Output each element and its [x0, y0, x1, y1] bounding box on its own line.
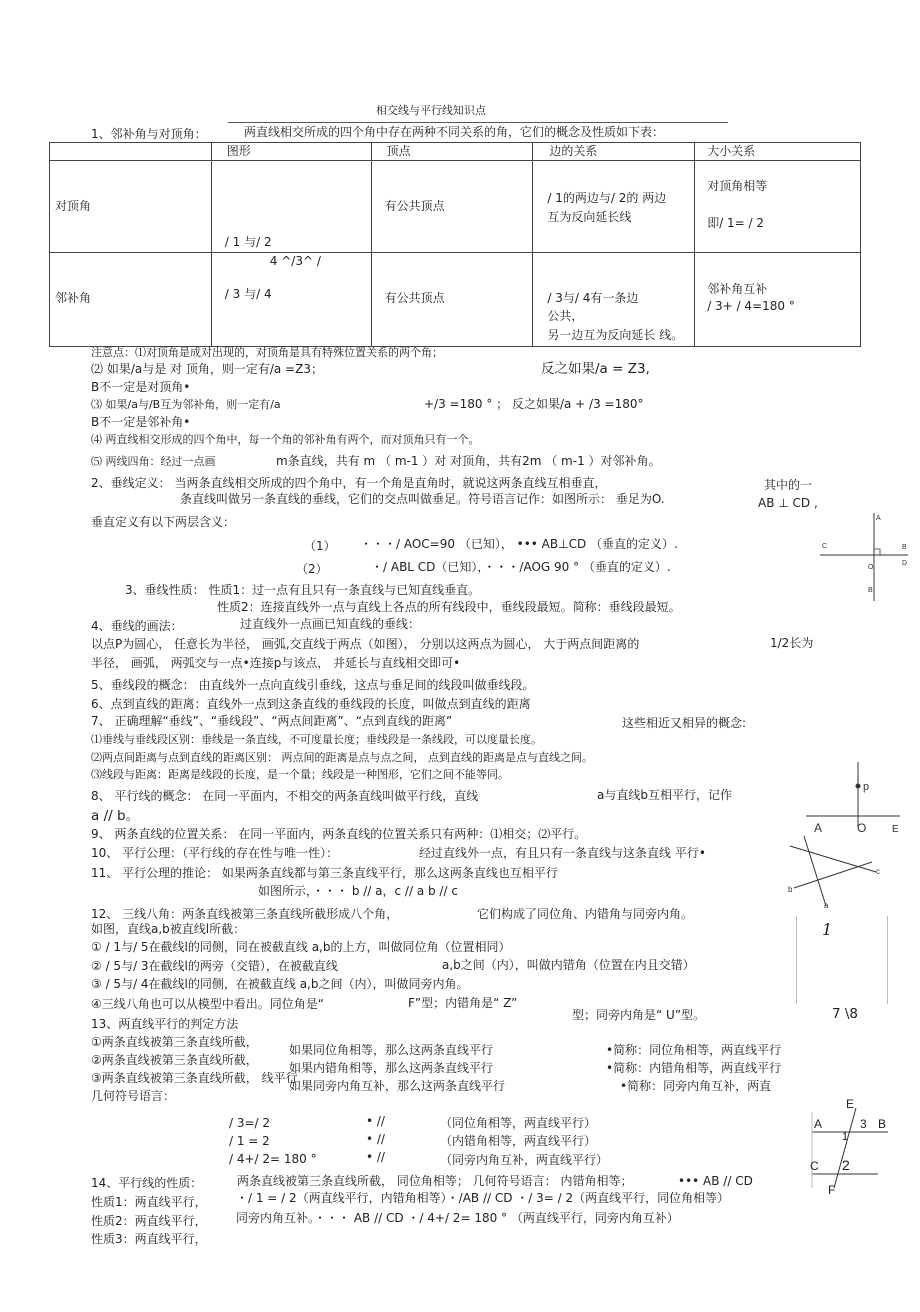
s4-line-a: 4、垂线的画法：	[91, 619, 183, 633]
perp-label-b: B	[902, 544, 907, 551]
s6: 6、点到直线的距离：直线外一点到这条直线的垂线段的长度，叫做点到直线的距离	[91, 697, 531, 711]
s7-line-a2: 这些相近又相异的概念:	[622, 716, 747, 730]
s8-line-a: 8、 平行线的概念： 在同一平面内，不相交的两条直线叫做平行线，直线	[91, 789, 479, 803]
s12-line-f3: 型；同旁内角是“ U”型。	[572, 1008, 706, 1022]
s13-line-d2: 如果同旁内角互补，那么这两条直线平行	[289, 1079, 506, 1093]
s11-line-b: 如图所示，・・・ b // a，c // a b // c	[258, 884, 458, 898]
transversal-label-2: 2	[842, 1157, 850, 1173]
parallel-label-a: a	[824, 901, 829, 910]
s13-line-c2: 如果内错角相等，那么这两条直线平行	[289, 1061, 494, 1075]
s8-line-a2: a与直线b互相平行，记作	[597, 788, 732, 802]
table-row-vertical-angle-figure: / 1 与/ 2	[211, 161, 371, 253]
parallel-label-b: b	[788, 885, 793, 894]
s13-line-b2: 如果同位角相等，那么这两条直线平行	[289, 1043, 494, 1057]
transversal-label-e: E	[846, 1097, 855, 1111]
perpendicular-figure	[812, 505, 912, 605]
s14-line-d: 性质3：两直线平行，	[91, 1232, 207, 1246]
s13-line-d: ③两条直线被第三条直线所截， 线平行	[91, 1071, 298, 1085]
pline-label-e: E	[892, 824, 899, 835]
s14-line-c: 性质2：两直线平行，	[91, 1214, 207, 1228]
s13-r1-a: / 3=/ 2	[229, 1116, 271, 1130]
pline-label-a: A	[814, 821, 823, 835]
transversal-figure	[808, 1094, 898, 1196]
s4-line-b: 以点P为圆心， 任意长为半径， 画弧,交直线于两点（如图）， 分别以这两点为圆心， 大于两点间距离的	[91, 637, 640, 651]
s2-side-2: AB ⊥ CD ,	[758, 496, 818, 510]
s13-r3-a: / 4+/ 2= 180 °	[229, 1152, 317, 1166]
s2-l2-num: （2）	[296, 562, 328, 576]
note-3a: ⑶ 如果/a与/B互为邻补角，则一定有/a	[91, 398, 281, 411]
s13-line-c: ②两条直线被第三条直线所截，	[91, 1053, 258, 1067]
s3-line-b: 性质2：连接直线外一点与直线上各点的所有线段中，垂线段最短。简称：垂线段最短。	[217, 600, 681, 614]
table-header-vertex: 顶点	[371, 143, 533, 161]
s9: 9、 两条直线的位置关系： 在同一平面内，两条直线的位置关系只有两种：⑴相交；⑵平行。	[91, 827, 587, 841]
parallel-label-c: c	[876, 867, 880, 876]
table-row-adjacent-angle-name: 邻补角	[50, 253, 212, 347]
eight-angles-label: 7 \8	[832, 1006, 859, 1022]
s2-l1: ・・・/ AOC=90 （已知）， ••• AB⊥CD （垂直的定义）.	[360, 537, 678, 551]
note-3b: +/3 =180 ° ； 反之如果/a + /3 =180°	[424, 397, 644, 411]
s12-line-f: ④三线八角也可以从模型中看出。同位角是“	[91, 997, 324, 1011]
s13-r3-b: • //	[366, 1150, 385, 1164]
transversal-label-f: F	[828, 1183, 836, 1196]
perp-label-c: C	[822, 543, 828, 550]
note-2b: 反之如果/a = Z3,	[541, 361, 650, 377]
s12-line-d2: a,b之间（内），叫做内错角（位置在内且交错）	[442, 958, 695, 972]
table-row-adjacent-angle-edge: / 3与/ 4有一条边 公共， 另一边互为反向延长 线。	[533, 253, 695, 347]
note-5b: m条直线，共有 m （ m-1 ）对 对顶角，共有2m （ m-1 ）对邻补角。	[276, 454, 661, 468]
s12-line-a: 12、 三线八角：两条直线被第三条直线所截形成八个角，	[91, 907, 399, 921]
s13-r3-c: （同旁内角互补，两直线平行）	[440, 1153, 609, 1167]
s4-line-b2: 1/2长为	[770, 636, 814, 650]
s14-line-a: 14、平行线的性质：	[91, 1176, 203, 1190]
s2-line-a: 2、垂线定义： 当两条直线相交所成的四个角中，有一个角是直角时，就说这两条直线互相垂直，	[91, 476, 607, 490]
italic-number-one: 1	[822, 920, 833, 939]
transversal-label-a: A	[814, 1117, 823, 1131]
note-4: ⑷ 两直线相交形成的四个角中，每一个角的邻补角有两个，而对顶角只有一个。	[91, 433, 480, 446]
s7-line-b: ⑴垂线与垂线段区别：垂线是一条直线，不可度量长度；垂线段是一条线段，可以度量长度。	[91, 733, 542, 746]
s12-line-f2: F”型；内错角是“ Z”	[408, 996, 518, 1010]
s2-l1-num: （1）	[304, 539, 336, 553]
s12-line-c: ① / 1与/ 5在截线l的同侧，同在被截直线 a,b的上方，叫做同位角（位置相同）	[91, 940, 511, 954]
s13-line-e: 几何符号语言：	[91, 1089, 176, 1103]
table-header-edge: 边的关系	[533, 143, 695, 161]
perp-label-o: O	[868, 564, 874, 571]
transversal-label-b: B	[878, 1117, 887, 1131]
s12-line-e: ③ / 5与/ 4在截线l的同侧，在被截直线 a,b之间（内），叫做同旁内角。	[91, 977, 469, 991]
s8-line-b: a // b。	[91, 808, 140, 824]
s7-line-c: ⑵两点间距离与点到直线的距离区别： 两点间的距离是点与点之间， 点到直线的距离是点与直线之间。	[91, 751, 593, 764]
angle-table	[49, 142, 861, 347]
s13-r2-a: / 1 = 2	[229, 1134, 270, 1148]
note-2c: B不一定是对顶角•	[91, 380, 191, 394]
s14-line-b: 性质1：两直线平行，	[91, 1195, 207, 1209]
table-header-figure: 图形	[211, 143, 371, 161]
s11-line-a: 11、 平行公理的推论： 如果两条直线都与第三条直线平行，那么这两条直线也互相平行	[91, 866, 558, 880]
transversal-label-c: C	[810, 1159, 819, 1173]
s2-line-c: 垂直定义有以下两层含义：	[91, 515, 236, 529]
table-row-adjacent-angle-size: 邻补角互补 / 3+ / 4=180 °	[695, 253, 861, 347]
s3-line-a: 3、垂线性质： 性质1：过一点有且只有一条直线与已知直线垂直。	[125, 583, 481, 597]
s14-line-a2: 两条直线被第三条直线所截， 同位角相等； 几何符号语言： 内错角相等；	[237, 1174, 633, 1188]
perp-label-a: A	[876, 515, 881, 522]
table-row-vertical-angle-vertex: 有公共顶点	[371, 161, 533, 253]
transversal-label-1: 1	[842, 1131, 849, 1143]
s13-r1-c: （同位角相等，两直线平行）	[440, 1116, 597, 1130]
s14-line-c2: 同旁内角互补。・・・ AB // CD ・/ 4+/ 2= 180 ° （两直线平行，同旁内角互补）	[236, 1211, 679, 1225]
table-header-size: 大小关系	[695, 143, 861, 161]
s1-label: 1、邻补角与对顶角：	[91, 127, 207, 141]
table-row-vertical-angle-size: 对顶角相等 即/ 1= / 2	[695, 161, 861, 253]
table-row-vertical-angle-edge: / 1的两边与/ 2的 两边 互为反向延长线	[533, 161, 695, 253]
s12-line-d: ② / 5与/ 3在截线l的两旁（交错），在被截直线	[91, 959, 338, 973]
s2-side-1: 其中的一	[764, 478, 813, 492]
note-3c: B不一定是邻补角•	[91, 415, 191, 429]
s2-line-b: 条直线叫做另一条直线的垂线，它们的交点叫做垂足。符号语言记作：如图所示： 垂足为O.	[180, 492, 665, 506]
table-row-vertical-angle-name: 对顶角	[50, 161, 212, 253]
table-row-adjacent-angle-vertex: 有公共顶点	[371, 253, 533, 347]
s13-line-b3: •简称：同位角相等，两直线平行	[606, 1043, 782, 1057]
s13-line-d3: •简称：同旁内角互补，两直	[620, 1079, 772, 1093]
s13-line-c3: •简称：内错角相等，两直线平行	[606, 1061, 782, 1075]
s10-line-a2: 经过直线外一点，有且只有一条直线与这条直线 平行•	[419, 846, 706, 860]
s13-r1-b: • //	[366, 1114, 385, 1128]
note-0: 注意点：⑴对顶角是成对出现的，对顶角是具有特殊位置关系的两个角；	[91, 346, 443, 359]
s10-line-a: 10、 平行公理：（平行线的存在性与唯一性）：	[91, 846, 339, 860]
s12-line-a2: 它们构成了同位角、内错角与同旁内角。	[477, 907, 694, 921]
s5: 5、垂线段的概念： 由直线外一点向直线引垂线，这点与垂足间的线段叫做垂线段。	[91, 678, 535, 692]
s13-line-a: 13、两直线平行的判定方法	[91, 1017, 239, 1031]
s13-r2-c: （内错角相等，两直线平行）	[440, 1134, 597, 1148]
s13-line-b: ①两条直线被第三条直线所截，	[91, 1035, 258, 1049]
perp-label-d: D	[902, 560, 908, 567]
s14-line-a3: ••• AB // CD	[678, 1174, 753, 1188]
page-title: 相交线与平行线知识点	[376, 104, 486, 117]
note-2a: ⑵ 如果/a与是 对 顶角，则一定有/a =Z3；	[91, 362, 323, 376]
table-header-blank	[50, 143, 212, 161]
parallel-figure	[784, 828, 884, 910]
s4-line-a2: 过直线外一点画已知直线的垂线：	[240, 617, 421, 631]
pline-label-p: p	[863, 781, 870, 793]
title-underline	[228, 122, 728, 123]
s2-l2: ・/ ABL CD（已知），・・・/AOG 90 ° （垂直的定义）.	[371, 560, 671, 574]
s14-line-b2: ・/ 1 = / 2（两直线平行，内错角相等）・/AB // CD ・/ 3= / 2（两直线平行，同位角相等）	[236, 1191, 730, 1205]
pline-label-o: O	[857, 821, 867, 835]
s7-line-a: 7、 正确理解“垂线”、“垂线段”、“两点间距离”、“点到直线的距离”	[91, 714, 453, 728]
perp-label-bb: B	[868, 587, 873, 594]
s12-line-b: 如图，直线a,b被直线l所截：	[91, 922, 246, 936]
s4-line-c: 半径， 画弧， 两弧交与一点•连接p与该点， 并延长与直线相交即可•	[91, 656, 461, 670]
transversal-label-3: 3	[860, 1117, 867, 1131]
eight-angles-figure-edge	[796, 916, 888, 1004]
table-row-adjacent-angle-figure: 4 ^/3^ / / 3 与/ 4	[211, 253, 371, 347]
s13-r2-b: • //	[366, 1132, 385, 1146]
s7-line-d: ⑶线段与距离：距离是线段的长度，是一个量；线段是一种图形，它们之间不能等同。	[91, 768, 509, 781]
note-5a: ⑸ 两线四角：经过一点画	[91, 455, 216, 468]
s1-intro: 两直线相交所成的四个角中存在两种不同关系的角，它们的概念及性质如下表：	[244, 125, 665, 139]
